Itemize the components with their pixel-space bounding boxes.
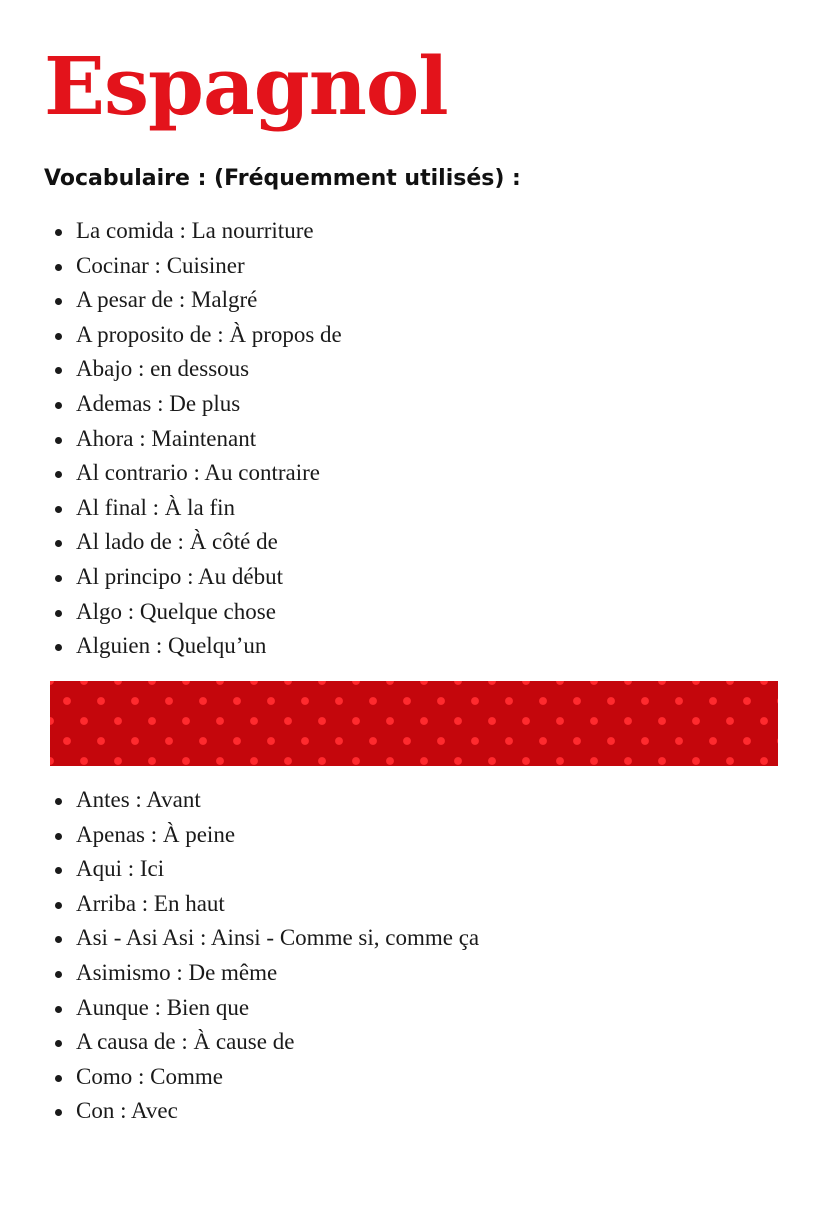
list-item-text: A pesar de : Malgré xyxy=(76,287,258,313)
list-item-text: Antes : Avant xyxy=(76,787,201,812)
list-item xyxy=(50,491,342,526)
list-item xyxy=(50,595,342,630)
bullet-icon xyxy=(55,1075,62,1082)
list-item-text: Aunque : Bien que xyxy=(76,994,250,1020)
list-item-text: Al final : À la fin xyxy=(76,494,236,520)
bullet-icon xyxy=(55,1040,62,1047)
list-item-text: Como : Comme xyxy=(76,1063,223,1089)
list-item xyxy=(50,887,479,922)
bullet-icon xyxy=(55,506,62,513)
bullet-icon xyxy=(55,437,62,444)
list-item xyxy=(50,318,342,353)
list-item-text: Asimismo : De même xyxy=(76,959,278,985)
bullet-icon xyxy=(55,471,62,478)
list-item xyxy=(50,283,342,318)
list-item-text: Cocinar : Cuisiner xyxy=(76,252,245,278)
list-item xyxy=(50,956,479,991)
list-item xyxy=(50,818,479,853)
list-item-text: A causa de : À cause de xyxy=(76,1029,295,1055)
bullet-icon xyxy=(55,1109,62,1116)
list-item xyxy=(50,387,342,422)
bullet-icon xyxy=(55,833,62,840)
list-item-text: Al principo : Au début xyxy=(76,563,283,589)
list-item xyxy=(50,525,342,560)
bullet-icon xyxy=(55,936,62,943)
page-title: Espagnol xyxy=(44,39,448,133)
bullet-icon xyxy=(55,902,62,909)
list-item xyxy=(50,214,342,249)
bullet-icon xyxy=(55,367,62,374)
list-item-text: Abajo : en dessous xyxy=(76,356,250,382)
bullet-icon xyxy=(55,610,62,617)
list-item-text: La comida : La nourriture xyxy=(76,218,314,243)
list-item-text: Al contrario : Au contraire xyxy=(76,460,320,486)
list-item-text: Algo : Quelque chose xyxy=(76,598,276,624)
vocabulary-list-one xyxy=(50,214,342,664)
list-item xyxy=(50,991,479,1026)
bullet-icon xyxy=(55,264,62,271)
list-item xyxy=(50,456,342,491)
list-item-text: Ademas : De plus xyxy=(76,390,241,416)
list-item xyxy=(50,921,479,956)
polka-dot-divider-banner xyxy=(50,681,778,766)
list-item xyxy=(50,629,342,664)
bullet-icon xyxy=(55,867,62,874)
list-item xyxy=(50,422,342,457)
list-item xyxy=(50,783,479,818)
list-item xyxy=(50,1025,479,1060)
bullet-icon xyxy=(55,575,62,582)
bullet-icon xyxy=(55,798,62,805)
list-item-text: Alguien : Quelqu’un xyxy=(76,633,267,659)
bullet-icon xyxy=(55,333,62,340)
list-item-text: Asi - Asi Asi : Ainsi - Comme si, comme ça xyxy=(76,925,480,951)
list-item xyxy=(50,560,342,595)
list-item xyxy=(50,1094,479,1129)
bullet-icon xyxy=(55,540,62,547)
bullet-icon xyxy=(55,298,62,305)
list-item xyxy=(50,1060,479,1095)
list-item-text: Con : Avec xyxy=(76,1098,178,1124)
vocabulary-list-two xyxy=(50,783,479,1129)
list-item-text: Aqui : Ici xyxy=(76,856,165,882)
list-item-text: Al lado de : À côté de xyxy=(76,529,278,555)
list-item-text: Ahora : Maintenant xyxy=(76,425,257,451)
bullet-icon xyxy=(55,1006,62,1013)
list-item-text: A proposito de : À propos de xyxy=(76,321,342,347)
list-item xyxy=(50,852,479,887)
list-item-text: Apenas : À peine xyxy=(76,821,236,847)
bullet-icon xyxy=(55,229,62,236)
bullet-icon xyxy=(55,402,62,409)
list-item-text: Arriba : En haut xyxy=(76,890,225,916)
bullet-icon xyxy=(55,971,62,978)
list-item xyxy=(50,352,342,387)
list-item xyxy=(50,249,342,284)
section-subtitle: Vocabulaire : (Fréquemment utilisés) : xyxy=(44,166,521,191)
bullet-icon xyxy=(55,644,62,651)
